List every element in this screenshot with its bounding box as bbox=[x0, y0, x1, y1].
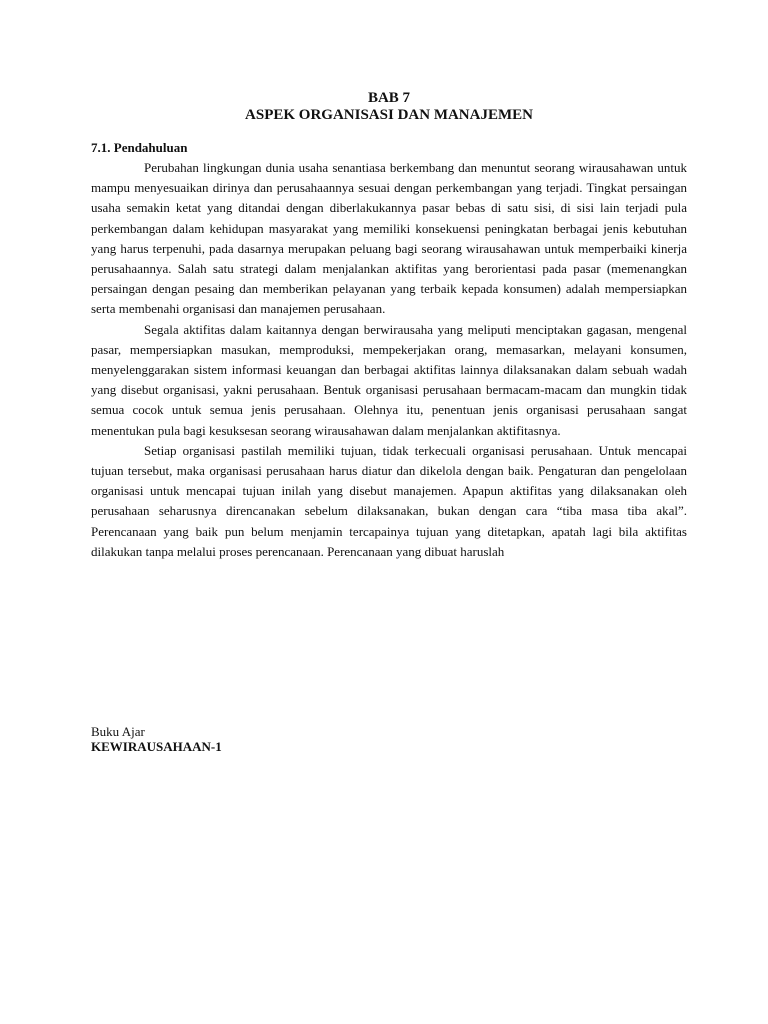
paragraph-2: Segala aktifitas dalam kaitannya dengan berwirausaha yang meliputi menciptakan gagasan, mengenal pasar, mempersiapkan masukan, memproduksi, mempekerjakan orang, memasarkan, melayani konsumen, menyelenggarakan sistem informasi keuangan dan berbagai aktifitas lainnya dilaksanakan dalam sebuah wadah yang disebut organisasi, yakni perusahaan. Bentuk organisasi perusahaan bermacam-macam dan mungkin tidak semua cocok untuk semua jenis perusahaan. Olehnya itu, penentuan jenis organisasi perusahaan sangat menentukan pula bagi kesuksesan seorang wirausahawan dalam menjalankan aktifitasnya. bbox=[91, 321, 687, 438]
chapter-number: BAB 7 bbox=[367, 90, 411, 106]
footer-series-title: KEWIRAUSAHAAN-1 bbox=[91, 739, 222, 754]
paragraph-3: Setiap organisasi pastilah memiliki tujuan, tidak terkecuali organisasi perusahaan. Untuk mencapai tujuan tersebut, maka organisasi perusahaan harus diatur dan dikelola dengan baik. Pengaturan dan pengelolaan organisasi untuk mencapai tujuan inilah yang disebut manajemen. Apapun aktifitas yang dilaksanakan oleh perusahaan seharusnya direncanakan sebelum dilaksanakan, bukan dengan cara “tiba masa tiba akal”. Perencanaan yang baik pun belum menjamin tercapainya tujuan yang ditetapkan, apatah lagi bila aktifitas dilakukan tanpa melalui proses perencanaan. Perencanaan yang dibuat haruslah bbox=[91, 442, 687, 559]
page-footer bbox=[91, 724, 222, 754]
chapter-title: ASPEK ORGANISASI DAN MANAJEMEN bbox=[245, 107, 533, 123]
document-page bbox=[91, 90, 687, 562]
section-heading: 7.1. Pendahuluan bbox=[91, 140, 188, 155]
footer-label: Buku Ajar bbox=[91, 724, 145, 739]
paragraph-1: Perubahan lingkungan dunia usaha senantiasa berkembang dan menuntut seorang wirausahawan untuk mampu menyesuaikan dirinya dan perusahaannya sesuai dengan perkembangan yang terjadi. Tingkat persaingan usaha semakin ketat yang ditandai dengan diberlakukannya pasar bebas di satu sisi, di sisi lain terjadi pula perkembangan dalam kehidupan masyarakat yang memiliki konsekuensi peningkatan berbagai jenis kebutuhan yang harus terpenuhi, pada dasarnya merupakan peluang bagi seorang wirausahawan untuk memperbaiki kinerja perusahaannya. Salah satu strategi dalam menjalankan aktifitas yang berorientasi pada pasar (memenangkan persaingan dengan pesaing dan memberikan pelayanan yang terbaik kepada konsumen) adalah mempersiapkan serta membenahi organisasi dan manajemen perusahaan. bbox=[91, 160, 687, 317]
